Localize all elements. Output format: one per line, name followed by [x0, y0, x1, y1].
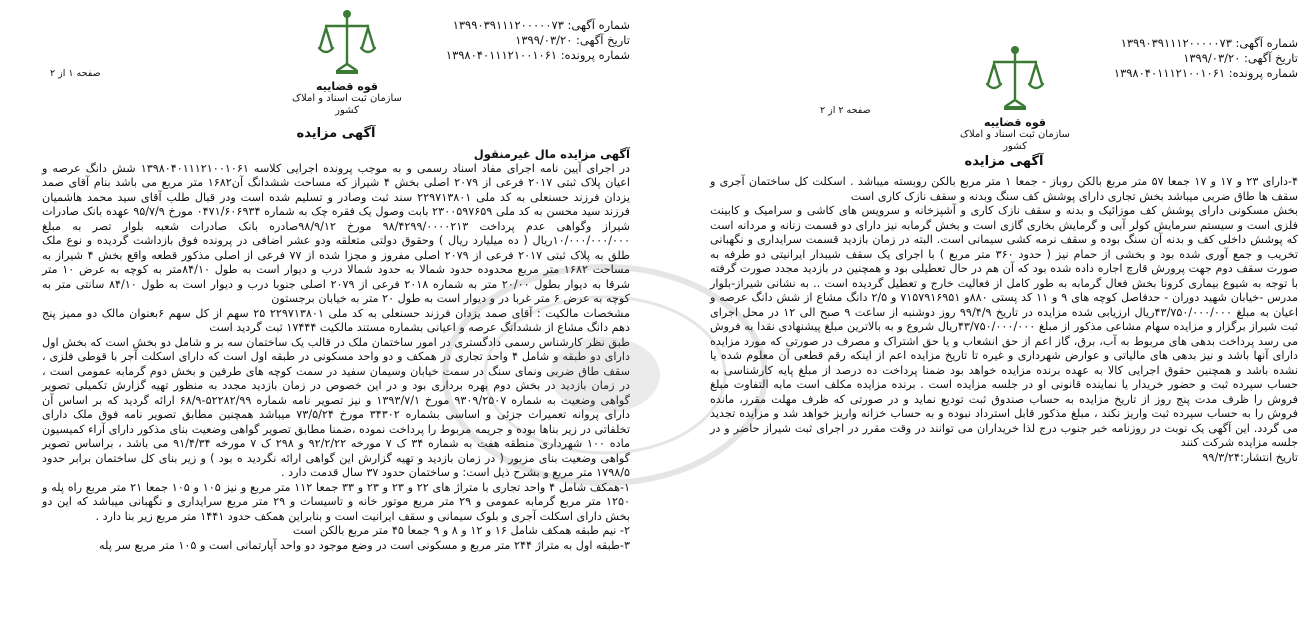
scales-of-justice-icon — [316, 8, 378, 80]
paragraph: ۲- نیم طبقه همکف شامل ۱۶ و ۱۲ و ۸ و ۹ جمعا ۴۵ متر مربع بالکن است — [292, 524, 630, 537]
notice-body — [710, 175, 1298, 465]
paragraph: در اجرای آیین نامه اجرای مفاد اسناد رسمی و به موجب پرونده اجرایی کلاسه ۱۳۹۸۰۴۰۱۱۱۲۱۰۰۱۰۶۱ شش دانگ عرصه و اعیان پلاک ثبتی ۲۰۱۷ فرعی از ۲۰۷۹ اصلی بخش ۴ شیراز که مساحت ششدانگ آن۱۶۸۲ متر مربع می باشد بنام آقای صمد یزدان فرزند حسنعلی به کد ملی ۲۲۹۷۱۳۸۰۱ سند ثبت وصادر و تسلیم شده است ودر قبال طلب آقای سید محمد هاشمیان فرزند سید محسن به کد ملی ۲۳۰۰۵۹۷۶۵۹ بابت وصول یک فقره چک به شماره ۰۴۷۱/۶۰۶۹۳۴ مورخ ۹۵/۷/۹ عهده بانک صادرات شیراز وگواهی عدم پرداخت ۹۸/۴۲۹۹/۰۰۰۰۲۱۳ مورخ ۹۸/۹/۱۲صادره بانک صادرات شعبه بلوار تصر به مبلغ ۱۰/۰۰۰/۰۰۰/۰۰۰ریال ( ده میلیارد ریال ) وحقوق دولتی متعلقه ودو عشر اضافی در پرونده فوق بازداشت گردیده و نوع ملک طلق به پلاک ثبتی ۲۰۱۷ فرعی از ۲۰۷۹ اصلی مفروز و مجزا شده از ۷۷ فرعی از اصلی مذکور قطعه واقع بخش ۴ شیراز به مساحت ۱۶۸۲ متر مربع محدوده حدود شمالا به حدود شمالا درب و دیوار است به طول ۸۴/۱۰متر به کوچه به عرض ۱۰ متر شرقا به دیوار بطول ۲۰/۰۰ متر به شماره ۲۰۱۸ فرعی از ۲۰۷۹ اصلی جنوبا درب و دیوار است به طول ۸۴/۱۰ سانتی متر به کوچه به عرض ۶ متر غربا در و دیوار است به طول ۲۰ متر به خیابان برجستون — [42, 161, 631, 305]
judiciary-emblem — [292, 8, 402, 117]
paragraph: بخش مسکونی دارای پوشش کف موزائیک و بدنه و سقف نازک کاری و آشپزخانه و سرویس های کاشی و سرامیک و کابینت فلزی است و سیستم سرمایش کولر آبی و گرمایش بخاری گازی است و بخش گرمابه نیز دارای دو قسمت زنانه و مردانه است که پوشش داخلی کف و بدنه آن سنگ بوده و سقف نرمه کشی سیمانی است. البته در زمان بازدید قسمت سرایداری و نگهبانی تخریب و جمع آوری شده بود و بخشی از حمام نیز ( حدود ۳۶۰ متر مربع ) با اجرای یک سقف شیبدار ایرانیتی دو طرفه به صورت سقف دوم جهت پرورش قارچ اجاره داده شده بود که آن هم در حال تعطیلی بود و همچنین در بازدید مجدد صورت گرفته با توجه به شیوع بیماری کرونا بخش فعال گرمابه به طور کامل از فعالیت خارج و تعطیل گردیده است .. به نشانی شیراز-بلوار مدرس -خیابان شهید دوران - حدفاصل کوچه های ۹ و ۱۱ کد پستی ۸۸۰و ۷۱۵۷۹۱۶۹۵۱ و ۲/۵ دانگ مشاع از شش دانگ عرصه و اعیان به مبلغ ۴۳/۷۵۰/۰۰۰/۰۰۰ریال ارزیابی شده مزایده در تاریخ ۹۹/۴/۹ روز دوشنبه از ساعت ۹ صبح الی ۱۲ در محل اجرای ثبت شیراز برگزار و مزایده سهام مشاعی مذکور از مبلغ ۴۳/۷۵۰/۰۰۰/۰۰۰ریال شروع و به بالاترین مبلغ پیشنهادی نقدا به فروش می رسد پرداخت بدهی های مربوط به آب، برق، گاز اعم از حق انشعاب و یا حق اشتراک و مصرف در صورتی که مورد مزایده دارای آنها باشد و نیز بدهی های مالیاتی و عوارض شهرداری و غیره تا تاریخ مزایده اعم از اینکه رقم قطعی آن معلوم شده یا نشده باشد و همچنین حقوق اجرایی کالا به عهده برنده مزایده خواهد بود ضمنا پرداخت ده درصد از مبلغ پایه کارشناسی به حساب سپرده ثبت و حضور خریدار یا نماینده قانونی او در جلسه مزایده است . برنده مزایده مکلف است مابه التفاوت مبلغ فروش را ظرف مدت پنج روز از تاریخ مزایده به حساب صندوق ثبت تودیع نماید و در صورتی که ظرف مهلت مقرر، مانده فروش را به حساب سپرده ثبت واریز نکند ، مبلغ مذکور قابل استرداد نبوده و به حساب خزانه واریز خواهد شد و مزایده تجدید می گردد. این آگهی یک نوبت در روزنامه خبر جنوب درج لذا خریداران می توانند در وقت مقرر در اجرای ثبت شیراز حاضر و در جلسه مزایده شرکت کنند — [710, 204, 1299, 449]
ad-number: شماره آگهی: ۱۳۹۹۰۳۹۱۱۱۲۰۰۰۰۰۷۳ — [452, 18, 630, 32]
paragraph: ۱-همکف شامل ۴ واحد تجاری با متراژ های ۲۲ و ۲۳ و ۲۳ و ۳۳ جمعا ۱۱۲ متر مربع و نیز ۱۰۵ و ۱۰۵ جمعا ۲۱ متر مربع راه پله و ۱۲۵۰ متر مربع گرمابه عمومی و ۲۹ متر مربع موتور خانه و تاسیسات و ۲۹ متر مربع سرایداری و نگهبانی میباشد که این دو بخش دارای اسکلت آجری و بلوک سیمانی و سقف ایرانیت است و بنابراین همکف حدود ۱۴۴۱ متر مربع زیر بنا دارد . — [42, 480, 631, 523]
paragraph: ۴-دارای ۲۳ و ۱۷ و ۱۷ جمعا ۵۷ متر مربع بالکن روباز - جمعا ۱ متر مربع بالکن روبسته میباشد . اسکلت کل ساختمان آجری و سقف ها طاق ضربی میباشد بخش تجاری دارای پوشش کف سنگ وبدنه و سقف نازک کاری است — [710, 175, 1299, 203]
notice-meta — [446, 18, 630, 63]
page-header — [42, 8, 630, 126]
org-subname: سازمان ثبت اسناد و املاک کشور — [292, 93, 402, 116]
page-number: صفحه ۲ از ۲ — [820, 105, 871, 116]
page-header — [710, 8, 1298, 152]
file-number: شماره پرونده: ۱۳۹۸۰۴۰۱۱۱۲۱۰۰۱۰۶۱ — [445, 48, 630, 62]
notice-page-2 — [672, 0, 1312, 642]
paragraph: ۳-طبقه اول به متراژ ۲۴۴ متر مربع و مسکونی است در وضع موجود دو واحد آپارتمانی است و ۱۰۵ متر مربع سر پله — [99, 538, 630, 552]
ad-number: شماره آگهی: ۱۳۹۹۰۳۹۱۱۱۲۰۰۰۰۰۷۳ — [1120, 36, 1298, 50]
notice-title: آگهی مزایده — [964, 154, 1044, 169]
ad-date: تاریخ آگهی: ۱۳۹۹/۰۳/۲۰ — [1183, 51, 1298, 65]
org-subname: سازمان ثبت اسناد و املاک کشور — [960, 129, 1070, 152]
paragraph: طبق نظر کارشناس رسمی دادگستری در امور ساختمان ملک در قالب یک ساختمان سه بر و شامل دو بخش است که بخش اول دارای دو طبقه و شامل ۴ واحد تجاری در همکف و دو واحد مسکونی در طبقه اول است که دارای اسکلت آجر با قوطی فلزی ، سقف طاق ضربی ونمای سنگ در سمت خیابان وسیمان سفید در سمت کوچه های طرفین و بخش دوم گرمابه عمومی است ، در زمان بازدید در بخش دوم بهره برداری بود و در این خصوص در زمان بازدید مجدد به منظور تهیه گزارش تکمیلی تصویر گواهی وضعیت به شماره ۹۳۰۹/۲۵۰۷ مورخ ۱۳۹۳/۷/۱ و نیز تصویر نامه شماره ۵۲۲۸۲/۹۹-۶۸/۹ ارائه گردید که بر اساس آن دارای پروانه تعمیرات جزئی و اساسی بشماره ۳۴۳۰۲ مورخ ۷۳/۵/۲۴ میباشد همچنین مطابق تصویر نامه فوق ملک دارای تخلفاتی در زیر بناها بوده و جریمه مربوط را پرداخت نموده ،ضمنا مطابق تصویر گواهی وضعیت بنای مذکور دارای آراء کمیسیون ماده ۱۰۰ شهرداری منطقه هفت به شماره ۳۴ ک ۷ مورخه ۹۲/۲/۲۲ و ۲۹۸ ک ۷ مورخه ۹۱/۴/۳۴ می باشد ، براساس تصویر گواهی وضعیت بنای مزبور ( در زمان بازدید و تهیه گزارش این گواهی ارائه نگردید ه بود ) و زیر بنای کل ساختمان برابر حدود ۱۷۹۸/۵ متر مربع و بشرح ذیل است: و ساختمان حدود ۳۷ سال قدمت دارد . — [42, 335, 630, 479]
paragraph: مشخصات مالکیت : آقای صمد یزدان فرزند حسنعلی به کد ملی ۲۲۹۷۱۳۸۰۱ ۲۵ سهم از کل سهم ۶بعنوان مالک دو ممیز پنج دهم دانگ مشاع از ششدانگ عرصه و اعیانی بشماره مستند مالکیت ۱۷۴۴۴ ثبت گردید است — [42, 306, 630, 334]
notice-title: آگهی مزایده — [296, 126, 376, 141]
page-number: صفحه ۱ از ۲ — [50, 68, 101, 79]
ad-date: تاریخ آگهی: ۱۳۹۹/۰۳/۲۰ — [515, 33, 630, 47]
publish-date: تاریخ انتشار:۹۹/۳/۲۴ — [1202, 450, 1298, 464]
org-name: قوه قضاییه — [984, 116, 1046, 129]
org-name: قوه قضاییه — [316, 80, 378, 93]
notice-subtitle: آگهی مزایده مال غیرمنقول — [473, 147, 630, 161]
judiciary-emblem — [960, 44, 1070, 153]
notice-meta — [1114, 36, 1298, 81]
notice-body — [42, 147, 630, 553]
scales-of-justice-icon — [984, 44, 1046, 116]
file-number: شماره پرونده: ۱۳۹۸۰۴۰۱۱۱۲۱۰۰۱۰۶۱ — [1113, 66, 1298, 80]
